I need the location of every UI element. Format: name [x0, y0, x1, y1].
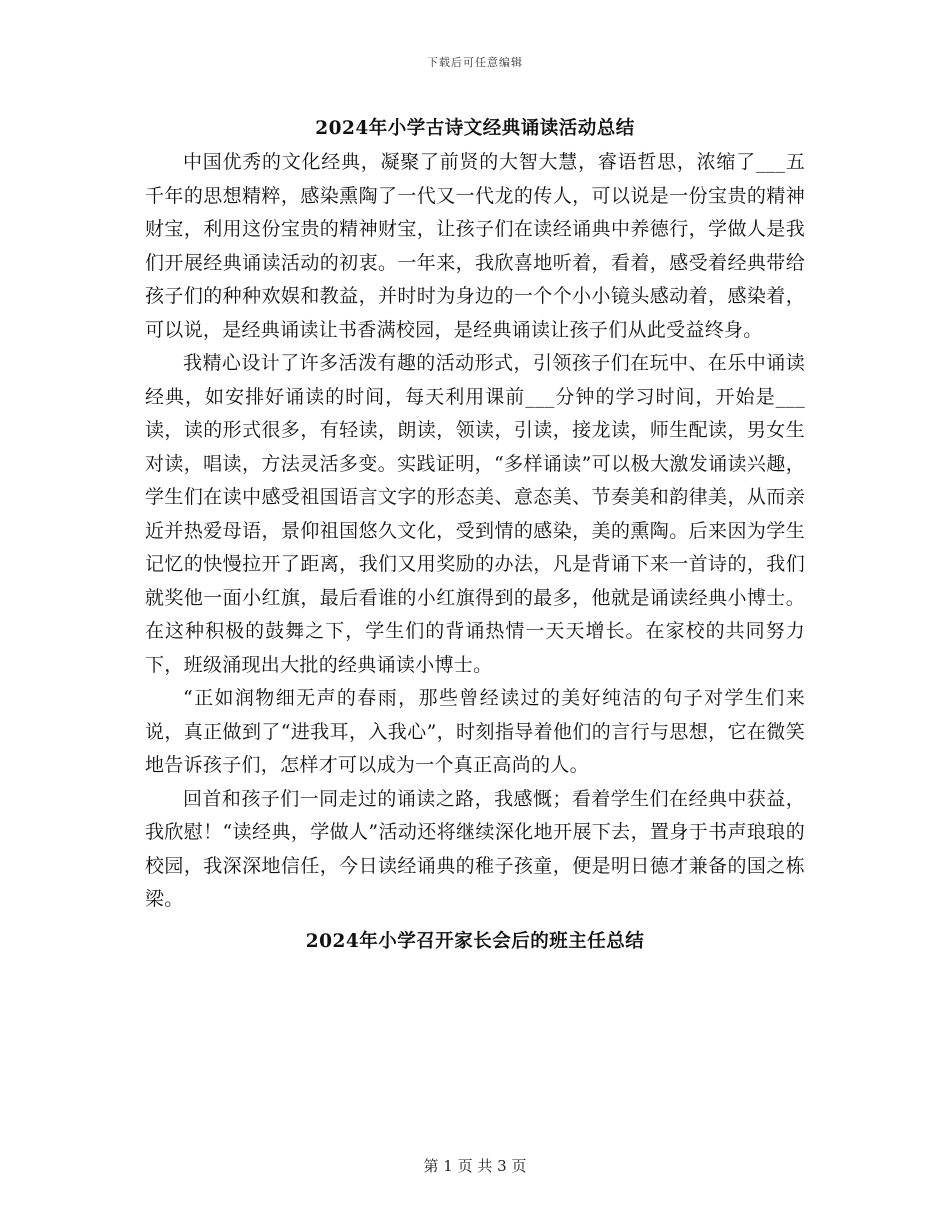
page-number-footer: 第 1 页 共 3 页: [423, 1157, 527, 1175]
paragraph-2: 我精心设计了许多活泼有趣的活动形式，引领孩子们在玩中、在乐中诵读经典，如安排好诵读的时间，每天利用课前___分钟的学习时间，开始是___读，读的形式很多，有轻读，朗读，领读，引读，接龙读，师生配读，男女生对读，唱读，方法灵活多变。实践证明，“多样诵读”可以极大激发诵读兴趣，学生们在读中感受祖国语言文字的形态美、意态美、节奏美和韵律美，从而亲近并热爱母语，景仰祖国悠久文化，受到情的感染，美的熏陶。后来因为学生记忆的快慢拉开了距离，我们又用奖励的办法，凡是背诵下来一首诗的，我们就奖他一面小红旗，最后看谁的小红旗得到的最多，他就是诵读经典小博士。在这种积极的鼓舞之下，学生们的背诵热情一天天增长。在家校的共同努力下，班级涌现出大批的经典诵读小博士。: [145, 352, 805, 676]
next-section-title: 2024年小学召开家长会后的班主任总结: [305, 930, 645, 952]
document-body: [145, 112, 805, 959]
paragraph-3: “正如润物细无声的春雨，那些曾经读过的美好纯洁的句子对学生们来说，真正做到了“进我耳，入我心”，时刻指导着他们的言行与思想，它在微笑地告诉孩子们，怎样才可以成为一个真正高尚的人。: [145, 687, 805, 776]
paragraph-1: 中国优秀的文化经典，凝聚了前贤的大智大慧，睿语哲思，浓缩了___五千年的思想精粹，感染熏陶了一代又一代龙的传人，可以说是一份宝贵的精神财宝，利用这份宝贵的精神财宝，让孩子们在读经诵典中养德行，学做人是我们开展经典诵读活动的初衷。一年来，我欣喜地听着，看着，感受着经典带给孩子们的种种欢娱和教益，并时时为身边的一个个小小镜头感动着，感染着，可以说，是经典诵读让书香满校园，是经典诵读让孩子们从此受益终身。: [145, 151, 805, 341]
page-header-note: 下载后可任意编辑: [427, 56, 523, 69]
document-title: 2024年小学古诗文经典诵读活动总结: [315, 118, 635, 139]
paragraph-4: 回首和孩子们一同走过的诵读之路，我感慨；看着学生们在经典中获益，我欣慰！“读经典，学做人”活动还将继续深化地开展下去，置身于书声琅琅的校园，我深深地信任，今日读经诵典的稚子孩童，便是明日德才兼备的国之栋梁。: [145, 787, 805, 910]
